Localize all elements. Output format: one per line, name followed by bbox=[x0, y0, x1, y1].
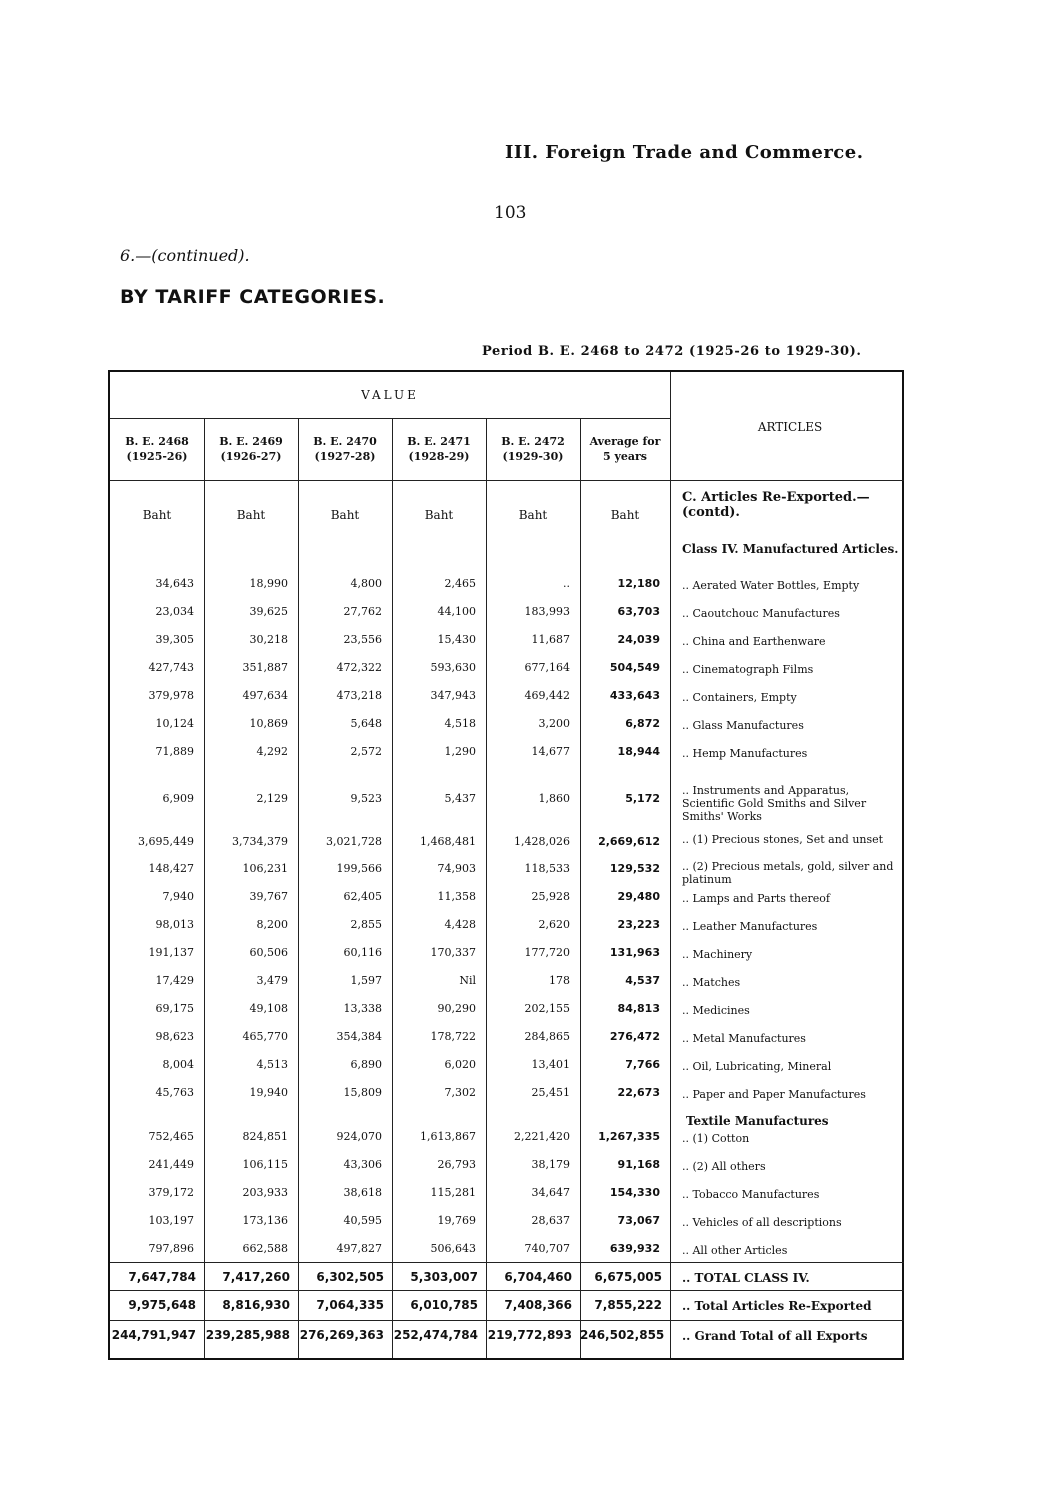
total-label: .. Total Articles Re-Exported bbox=[682, 1299, 872, 1313]
table-cell: 15,430 bbox=[437, 633, 476, 646]
table-cell: 148,427 bbox=[148, 862, 194, 875]
table-cell: 183,993 bbox=[524, 605, 570, 618]
table-cell: 115,281 bbox=[430, 1186, 476, 1199]
article-label: .. (1) Cotton bbox=[682, 1132, 750, 1145]
unit-label: Baht bbox=[518, 508, 548, 522]
subtitle: BY TARIFF CATEGORIES. bbox=[120, 286, 386, 308]
table-cell: 4,518 bbox=[444, 717, 476, 730]
table-cell: 379,172 bbox=[148, 1186, 194, 1199]
table-cell: 797,896 bbox=[148, 1242, 194, 1255]
table-cell: 6,909 bbox=[162, 792, 194, 805]
table-cell: 7,766 bbox=[625, 1058, 660, 1071]
table-cell: 84,813 bbox=[617, 1002, 660, 1015]
table-cell: 662,588 bbox=[242, 1242, 288, 1255]
table-cell: 497,827 bbox=[336, 1242, 382, 1255]
total-cell: 6,302,505 bbox=[316, 1270, 384, 1284]
value-header: VALUE bbox=[361, 388, 419, 402]
table-cell: 154,330 bbox=[609, 1186, 660, 1199]
table-cell: 44,100 bbox=[437, 605, 476, 618]
table-cell: 10,124 bbox=[155, 717, 194, 730]
article-label: .. Medicines bbox=[682, 1004, 750, 1017]
table-cell: 49,108 bbox=[249, 1002, 288, 1015]
table-cell: 38,179 bbox=[531, 1158, 570, 1171]
table-cell: 203,933 bbox=[242, 1186, 288, 1199]
table-cell: 639,932 bbox=[609, 1242, 660, 1255]
table-cell: 593,630 bbox=[430, 661, 476, 674]
table-cell: .. bbox=[563, 577, 570, 590]
table-cell: 4,292 bbox=[256, 745, 288, 758]
table-cell: 106,115 bbox=[242, 1158, 288, 1171]
total-cell: 252,474,784 bbox=[393, 1328, 478, 1342]
table-cell: 202,155 bbox=[524, 1002, 570, 1015]
table-cell: 74,903 bbox=[437, 862, 476, 875]
article-label: .. Machinery bbox=[682, 948, 753, 961]
table-cell: 40,595 bbox=[343, 1214, 382, 1227]
article-label: .. Oil, Lubricating, Mineral bbox=[682, 1060, 832, 1073]
column-header: B. E. 2470 (1927-28) bbox=[313, 435, 377, 463]
total-divider bbox=[110, 1262, 904, 1263]
table-cell: 9,523 bbox=[350, 792, 382, 805]
column-header: B. E. 2471 (1928-29) bbox=[407, 435, 471, 463]
article-label: .. China and Earthenware bbox=[682, 635, 826, 648]
table-cell: 173,136 bbox=[242, 1214, 288, 1227]
table-cell: 39,305 bbox=[155, 633, 194, 646]
table-cell: 2,129 bbox=[256, 792, 288, 805]
textile-label: Textile Manufactures bbox=[686, 1114, 829, 1128]
article-label: .. Cinematograph Films bbox=[682, 663, 814, 676]
table-cell: 103,197 bbox=[148, 1214, 194, 1227]
table-cell: 3,695,449 bbox=[138, 835, 194, 848]
table-cell: 98,013 bbox=[155, 918, 194, 931]
page-heading: III. Foreign Trade and Commerce. bbox=[505, 142, 864, 163]
table-cell: 13,338 bbox=[343, 1002, 382, 1015]
period-label: Period B. E. 2468 to 2472 (1925-26 to 1929-30). bbox=[482, 344, 862, 359]
table-cell: 14,677 bbox=[531, 745, 570, 758]
total-cell: 239,285,988 bbox=[205, 1328, 290, 1342]
table-cell: 3,021,728 bbox=[326, 835, 382, 848]
table-cell: 24,039 bbox=[617, 633, 660, 646]
page-number: 103 bbox=[494, 203, 527, 223]
table-cell: 4,800 bbox=[350, 577, 382, 590]
total-cell: 7,408,366 bbox=[504, 1298, 572, 1312]
unit-label: Baht bbox=[610, 508, 640, 522]
table-cell: 6,872 bbox=[625, 717, 660, 730]
table-cell: 2,669,612 bbox=[598, 835, 660, 848]
table-cell: 38,618 bbox=[343, 1186, 382, 1199]
table-cell: 15,809 bbox=[343, 1086, 382, 1099]
table-cell: 2,855 bbox=[350, 918, 382, 931]
table-cell: 129,532 bbox=[609, 862, 660, 875]
table-cell: 4,537 bbox=[625, 974, 660, 987]
table-cell: 7,940 bbox=[162, 890, 194, 903]
table-cell: 1,860 bbox=[538, 792, 570, 805]
total-cell: 276,269,363 bbox=[299, 1328, 384, 1342]
table-cell: 43,306 bbox=[343, 1158, 382, 1171]
total-cell: 244,791,947 bbox=[111, 1328, 196, 1342]
table-cell: 6,890 bbox=[350, 1058, 382, 1071]
table-cell: 5,172 bbox=[625, 792, 660, 805]
header-divider bbox=[110, 480, 904, 481]
header-divider bbox=[110, 418, 670, 419]
table-cell: 740,707 bbox=[524, 1242, 570, 1255]
unit-label: Baht bbox=[142, 508, 172, 522]
article-label: .. Caoutchouc Manufactures bbox=[682, 607, 840, 620]
table-cell: 1,290 bbox=[444, 745, 476, 758]
table-cell: 12,180 bbox=[617, 577, 660, 590]
table-cell: 472,322 bbox=[336, 661, 382, 674]
table-cell: 177,720 bbox=[524, 946, 570, 959]
table-cell: 22,673 bbox=[617, 1086, 660, 1099]
table-cell: 26,793 bbox=[437, 1158, 476, 1171]
table-cell: 3,479 bbox=[256, 974, 288, 987]
table-cell: 170,337 bbox=[430, 946, 476, 959]
article-label: .. Hemp Manufactures bbox=[682, 747, 808, 760]
table-cell: 39,625 bbox=[249, 605, 288, 618]
table-cell: 379,978 bbox=[148, 689, 194, 702]
table-cell: 2,221,420 bbox=[514, 1130, 570, 1143]
table-cell: 427,743 bbox=[148, 661, 194, 674]
column-header: B. E. 2469 (1926-27) bbox=[219, 435, 283, 463]
table-cell: 34,647 bbox=[531, 1186, 570, 1199]
article-label: .. Instruments and Apparatus, Scientific Gold Smiths and Silver Smiths' Works bbox=[682, 784, 867, 823]
article-label: .. Aerated Water Bottles, Empty bbox=[682, 579, 860, 592]
table-cell: 34,643 bbox=[155, 577, 194, 590]
table-cell: 30,218 bbox=[249, 633, 288, 646]
table-cell: 23,223 bbox=[617, 918, 660, 931]
unit-label: Baht bbox=[330, 508, 360, 522]
table-cell: 241,449 bbox=[148, 1158, 194, 1171]
table-cell: 433,643 bbox=[609, 689, 660, 702]
table-cell: 3,200 bbox=[538, 717, 570, 730]
article-label: .. All other Articles bbox=[682, 1244, 788, 1257]
table-cell: 677,164 bbox=[524, 661, 570, 674]
total-cell: 6,675,005 bbox=[594, 1270, 662, 1284]
total-cell: 9,975,648 bbox=[128, 1298, 196, 1312]
article-label: .. Lamps and Parts thereof bbox=[682, 892, 830, 905]
table-cell: 824,851 bbox=[242, 1130, 288, 1143]
section-label: C. Articles Re-Exported.—(contd). bbox=[682, 490, 870, 520]
table-cell: 90,290 bbox=[437, 1002, 476, 1015]
table-cell: 469,442 bbox=[524, 689, 570, 702]
table-cell: 5,648 bbox=[350, 717, 382, 730]
table-cell: 8,200 bbox=[256, 918, 288, 931]
table-cell: 497,634 bbox=[242, 689, 288, 702]
article-label: .. (1) Precious stones, Set and unset bbox=[682, 833, 884, 846]
table-cell: 17,429 bbox=[155, 974, 194, 987]
table-cell: 465,770 bbox=[242, 1030, 288, 1043]
table-cell: 354,384 bbox=[336, 1030, 382, 1043]
table-cell: 29,480 bbox=[617, 890, 660, 903]
table-cell: 39,767 bbox=[249, 890, 288, 903]
table-cell: 347,943 bbox=[430, 689, 476, 702]
table-cell: 2,620 bbox=[538, 918, 570, 931]
table-cell: 19,769 bbox=[437, 1214, 476, 1227]
table-cell: 1,597 bbox=[350, 974, 382, 987]
table-cell: 18,944 bbox=[617, 745, 660, 758]
table-cell: 276,472 bbox=[609, 1030, 660, 1043]
article-label: .. (2) All others bbox=[682, 1160, 766, 1173]
table-cell: 284,865 bbox=[524, 1030, 570, 1043]
article-label: .. Vehicles of all descriptions bbox=[682, 1216, 842, 1229]
total-cell: 6,010,785 bbox=[410, 1298, 478, 1312]
column-divider bbox=[670, 372, 671, 1358]
column-header: B. E. 2472 (1929-30) bbox=[501, 435, 565, 463]
article-label: .. Containers, Empty bbox=[682, 691, 797, 704]
article-label: .. Matches bbox=[682, 976, 741, 989]
table-cell: 60,116 bbox=[343, 946, 382, 959]
total-cell: 246,502,855 bbox=[580, 1328, 665, 1342]
table-cell: 752,465 bbox=[148, 1130, 194, 1143]
table-cell: 178 bbox=[549, 974, 570, 987]
total-divider bbox=[110, 1290, 904, 1291]
table-cell: 98,623 bbox=[155, 1030, 194, 1043]
article-label: .. Paper and Paper Manufactures bbox=[682, 1088, 866, 1101]
table-cell: 73,067 bbox=[617, 1214, 660, 1227]
table-cell: 71,889 bbox=[155, 745, 194, 758]
table-cell: 8,004 bbox=[162, 1058, 194, 1071]
table-cell: 924,070 bbox=[336, 1130, 382, 1143]
column-header: Average for 5 years bbox=[589, 435, 661, 463]
table-cell: 1,468,481 bbox=[420, 835, 476, 848]
article-label: .. Glass Manufactures bbox=[682, 719, 804, 732]
table-cell: 473,218 bbox=[336, 689, 382, 702]
table-cell: 506,643 bbox=[430, 1242, 476, 1255]
total-cell: 7,064,335 bbox=[316, 1298, 384, 1312]
total-cell: 6,704,460 bbox=[504, 1270, 572, 1284]
table-cell: 3,734,379 bbox=[232, 835, 288, 848]
table-cell: 1,428,026 bbox=[514, 835, 570, 848]
article-label: .. Tobacco Manufactures bbox=[682, 1188, 820, 1201]
table-cell: 25,451 bbox=[531, 1086, 570, 1099]
total-label: .. Grand Total of all Exports bbox=[682, 1329, 868, 1343]
unit-label: Baht bbox=[236, 508, 266, 522]
total-divider bbox=[110, 1320, 904, 1321]
table-cell: 23,034 bbox=[155, 605, 194, 618]
table-cell: 131,963 bbox=[609, 946, 660, 959]
total-cell: 7,417,260 bbox=[222, 1270, 290, 1284]
articles-header: ARTICLES bbox=[757, 420, 823, 434]
table-cell: 4,428 bbox=[444, 918, 476, 931]
table-cell: 2,572 bbox=[350, 745, 382, 758]
total-cell: 8,816,930 bbox=[222, 1298, 290, 1312]
table-cell: 6,020 bbox=[444, 1058, 476, 1071]
table-cell: 1,613,867 bbox=[420, 1130, 476, 1143]
table-cell: 28,637 bbox=[531, 1214, 570, 1227]
table-cell: 4,513 bbox=[256, 1058, 288, 1071]
total-cell: 7,855,222 bbox=[594, 1298, 662, 1312]
class-label: Class IV. Manufactured Articles. bbox=[682, 542, 899, 556]
table-cell: 11,687 bbox=[531, 633, 570, 646]
table-cell: 27,762 bbox=[343, 605, 382, 618]
total-cell: 5,303,007 bbox=[410, 1270, 478, 1284]
table-cell: 7,302 bbox=[444, 1086, 476, 1099]
column-header: B. E. 2468 (1925-26) bbox=[125, 435, 189, 463]
table-cell: 504,549 bbox=[609, 661, 660, 674]
unit-label: Baht bbox=[424, 508, 454, 522]
table-cell: 62,405 bbox=[343, 890, 382, 903]
table-cell: 351,887 bbox=[242, 661, 288, 674]
table-cell: 69,175 bbox=[155, 1002, 194, 1015]
table-cell: 118,533 bbox=[524, 862, 570, 875]
table-cell: 5,437 bbox=[444, 792, 476, 805]
table-cell: 91,168 bbox=[617, 1158, 660, 1171]
total-cell: 7,647,784 bbox=[128, 1270, 196, 1284]
trade-table bbox=[108, 370, 904, 1360]
table-cell: 106,231 bbox=[242, 862, 288, 875]
table-cell: 10,869 bbox=[249, 717, 288, 730]
continued-label: 6.—(continued). bbox=[120, 246, 250, 265]
table-cell: 2,465 bbox=[444, 577, 476, 590]
table-cell: 11,358 bbox=[437, 890, 476, 903]
total-cell: 219,772,893 bbox=[487, 1328, 572, 1342]
article-label: .. Leather Manufactures bbox=[682, 920, 818, 933]
table-cell: 25,928 bbox=[531, 890, 570, 903]
table-cell: 178,722 bbox=[430, 1030, 476, 1043]
table-cell: 191,137 bbox=[148, 946, 194, 959]
article-label: .. (2) Precious metals, gold, silver and platinum bbox=[682, 860, 894, 886]
table-cell: 13,401 bbox=[531, 1058, 570, 1071]
total-label: .. TOTAL CLASS IV. bbox=[682, 1271, 810, 1285]
article-label: .. Metal Manufactures bbox=[682, 1032, 806, 1045]
table-cell: 45,763 bbox=[155, 1086, 194, 1099]
table-cell: 63,703 bbox=[617, 605, 660, 618]
table-cell: 199,566 bbox=[336, 862, 382, 875]
table-cell: 18,990 bbox=[249, 577, 288, 590]
table-cell: 23,556 bbox=[343, 633, 382, 646]
table-cell: 19,940 bbox=[249, 1086, 288, 1099]
table-cell: 1,267,335 bbox=[598, 1130, 660, 1143]
table-cell: Nil bbox=[459, 974, 476, 987]
table-cell: 60,506 bbox=[249, 946, 288, 959]
